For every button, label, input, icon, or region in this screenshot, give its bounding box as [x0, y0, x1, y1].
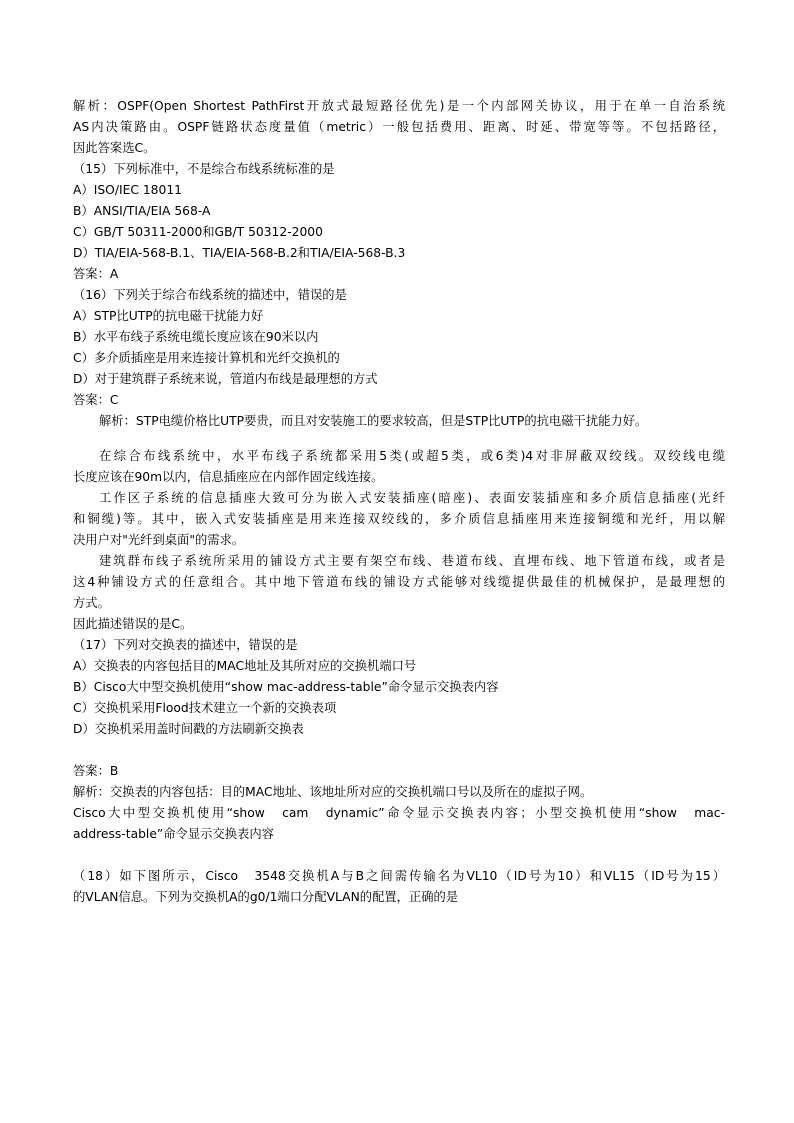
text-line: 方式。 [73, 596, 110, 610]
text-line: 工作区子系统的信息插座大致可分为嵌入式安装插座(暗座)、表面安装插座和多介质信息插座(光纤 [99, 491, 725, 505]
answer-line: 答案：C [73, 393, 119, 407]
option-b: B）ANSI/TIA/EIA 568-A [73, 204, 211, 218]
text-line: 的VLAN信息。下列为交换机A的g0/1端口分配VLAN的配置，正确的是 [73, 890, 459, 904]
option-b: B）Cisco大中型交换机使用“show mac-address-table”命令显示交换表内容 [73, 680, 499, 694]
option-d: D）TIA/EIA-568-B.1、TIA/EIA-568-B.2和TIA/EIA-568-B.3 [73, 246, 406, 260]
option-c: C）交换机采用Flood技术建立一个新的交换表项 [73, 701, 337, 715]
option-c: C）多介质插座是用来连接计算机和光纤交换机的 [73, 351, 340, 365]
option-c: C）GB/T 50311-2000和GB/T 50312-2000 [73, 225, 323, 239]
spacer [73, 432, 725, 446]
text-line: 解析：交换表的内容包括：目的MAC地址、该地址所对应的交换机端口号以及所在的虚拟子网。 [73, 785, 593, 799]
text-line: 在综合布线系统中，水平布线子系统都采用5类(或超5类，或6类)4对非屏蔽双绞线。双绞线电缆 [99, 449, 725, 463]
question-15-stem: （15）下列标准中，不是综合布线系统标准的是 [73, 162, 335, 176]
text-line: 长度应该在90m以内，信息插座应在内部作固定线连接。 [73, 470, 384, 484]
text-line: address-table”命令显示交换表内容 [73, 827, 274, 841]
option-a: A）STP比UTP的抗电磁干扰能力好 [73, 309, 264, 323]
text-line: Cisco大中型交换机使用“show cam dynamic”命令显示交换表内容；小型交换机使用“show mac- [73, 806, 725, 820]
spacer [73, 845, 725, 866]
text-line: 因此答案选C。 [73, 141, 156, 155]
text-line: AS内决策路由。OSPF链路状态度量值（metric）一般包括费用、距离、时延、带宽等等。不包括路径， [73, 120, 725, 134]
spacer [73, 740, 725, 761]
question-18-stem: （18）如下图所示，Cisco 3548交换机A与B之间需传输名为VL10（ID号为10）和VL15（ID号为15） [73, 869, 725, 883]
document-page [73, 96, 725, 908]
text-line: 建筑群布线子系统所采用的铺设方式主要有架空布线、巷道布线、直埋布线、地下管道布线，或者是 [99, 554, 725, 568]
option-a: A）ISO/IEC 18011 [73, 183, 182, 197]
text-line: 和铜缆)等。其中，嵌入式安装插座是用来连接双绞线的，多介质信息插座用来连接铜缆和光纤，用以解 [73, 512, 725, 526]
text-line: 这4种铺设方式的任意组合。其中地下管道布线的铺设方式能够对线缆提供最佳的机械保护，是最理想的 [73, 575, 725, 589]
answer-line: 答案：A [73, 267, 119, 281]
option-a: A）交换表的内容包括目的MAC地址及其所对应的交换机端口号 [73, 659, 417, 673]
text-line: 决用户对"光纤到桌面"的需求。 [73, 533, 245, 547]
text-line: 解析：STP电缆价格比UTP要贵，而且对安装施工的要求较高，但是STP比UTP的抗电磁干扰能力好。 [99, 414, 648, 428]
question-17-stem: （17）下列对交换表的描述中，错误的是 [73, 638, 298, 652]
option-b: B）水平布线子系统电缆长度应该在90米以内 [73, 330, 319, 344]
option-d: D）对于建筑群子系统来说，管道内布线是最理想的方式 [73, 372, 378, 386]
question-16-stem: （16）下列关于综合布线系统的描述中，错误的是 [73, 288, 347, 302]
text-line: 因此描述错误的是C。 [73, 617, 193, 631]
option-d: D）交换机采用盖时间戳的方法刷新交换表 [73, 722, 304, 736]
text-line: 解析：OSPF(Open Shortest PathFirst开放式最短路径优先)是一个内部网关协议，用于在单一自治系统 [73, 99, 725, 113]
answer-line: 答案：B [73, 764, 119, 778]
